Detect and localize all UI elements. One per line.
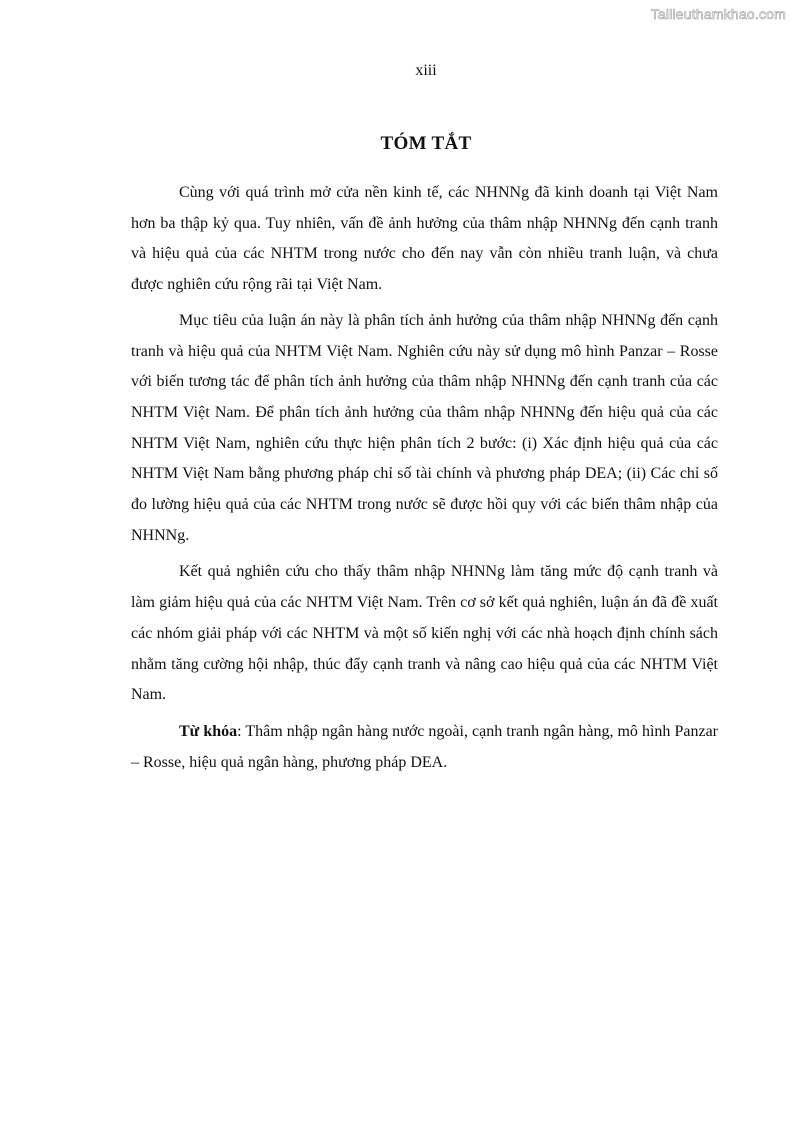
keywords-paragraph — [131, 717, 718, 778]
page-number: xiii — [415, 62, 437, 79]
page-title: TÓM TẮT — [380, 133, 472, 154]
abstract-body — [131, 178, 718, 783]
watermark: Tailieuthamkhao.com — [650, 6, 786, 22]
paragraph-intro: Cùng với quá trình mở cửa nền kinh tế, các NHNNg đã kinh doanh tại Việt Nam hơn ba thập kỷ qua. Tuy nhiên, vấn đề ảnh hưởng của thâm nhập NHNNg đến cạnh tranh và hiệu quả của các NHTM trong nước cho đến nay vẫn còn nhiều tranh luận, và chưa được nghiên cứu rộng rãi tại Việt Nam. — [131, 184, 718, 294]
keywords-label: Từ khóa — [179, 722, 238, 740]
paragraph-objective: Mục tiêu của luận án này là phân tích ảnh hưởng của thâm nhập NHNNg đến cạnh tranh và hiệu quả của NHTM Việt Nam. Nghiên cứu này sử dụng mô hình Panzar – Rosse với biến tương tác để phân tích ảnh hưởng của thâm nhập NHNNg đến cạnh tranh của các NHTM Việt Nam. Để phân tích ảnh hưởng của thâm nhập NHNNg đến hiệu quả của các NHTM Việt Nam, nghiên cứu thực hiện phân tích 2 bước: (i) Xác định hiệu quả của các NHTM Việt Nam bằng phương pháp chỉ số tài chính và phương pháp DEA; (ii) Các chỉ số đo lường hiệu quả của các NHTM trong nước sẽ được hồi quy với các biến thâm nhập của NHNNg. — [131, 311, 718, 544]
paragraph-results: Kết quả nghiên cứu cho thấy thâm nhập NHNNg làm tăng mức độ cạnh tranh và làm giảm hiệu quả của các NHTM Việt Nam. Trên cơ sở kết quả nghiên, luận án đã đề xuất các nhóm giải pháp với các NHTM và một số kiến nghị với các nhà hoạch định chính sách nhằm tăng cường hội nhập, thúc đẩy cạnh tranh và nâng cao hiệu quả của các NHTM Việt Nam. — [131, 563, 718, 704]
keywords-text: : Thâm nhập ngân hàng nước ngoài, cạnh tranh ngân hàng, mô hình Panzar – Rosse, hiệu quả ngân hàng, phương pháp DEA. — [131, 722, 718, 771]
